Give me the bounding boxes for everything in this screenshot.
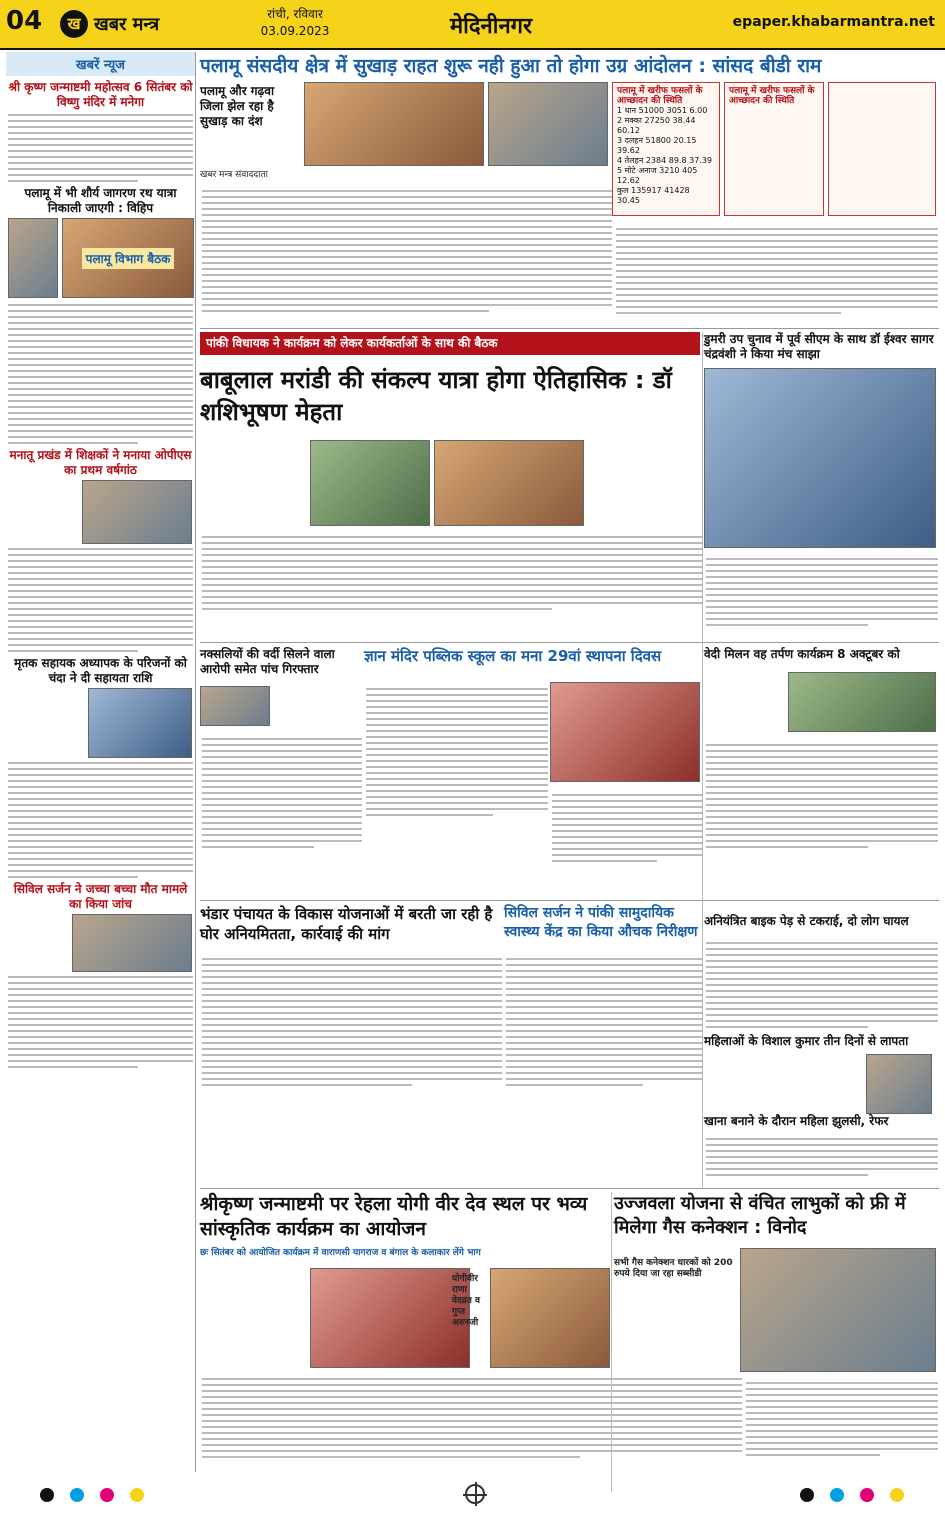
story-body <box>8 114 193 182</box>
story-photo-block <box>8 218 193 300</box>
place: रांची, रविवार <box>267 7 323 21</box>
story-body <box>202 954 502 1090</box>
color-dot <box>860 1488 874 1502</box>
story-headline[interactable]: मनातू प्रखंड में शिक्षकों ने मनाया ओपीएस का प्रथम वर्षगांठ <box>9 448 192 477</box>
top-photo <box>304 82 484 166</box>
top-headline[interactable]: पलामू संसदीय क्षेत्र में सुखाड़ राहत शुरू नही हुआ तो होगा उग्र आंदोलन : सांसद बीडी राम <box>200 55 822 77</box>
missing-photo <box>866 1054 932 1114</box>
meeting-banner-photo <box>62 218 194 298</box>
story-photo <box>72 914 192 972</box>
story-body <box>706 938 938 1032</box>
crop-table-1 <box>612 82 720 216</box>
byline: खबर मन्त्र संवाददाता <box>200 170 268 180</box>
story-body <box>366 684 548 820</box>
masthead-rule <box>0 48 945 50</box>
ujjwala-headline[interactable]: उज्जवला योजना से वंचित लाभुकों को फ्री में मिलेगा गैस कनेक्शन : विनोद <box>614 1193 906 1238</box>
story-body <box>706 1134 938 1180</box>
divider <box>200 328 939 329</box>
big-headline[interactable]: बाबूलाल मरांडी की संकल्प यात्रा होगा ऐतिहासिक : डॉ शशिभूषण मेहता <box>200 366 672 426</box>
story-body <box>8 548 193 652</box>
tarpan-photo <box>788 672 936 732</box>
page-number: 04 <box>6 6 43 36</box>
janmashtami-headline[interactable]: श्रीकृष्ण जन्माष्टमी पर रेहला योगी वीर देव स्थल पर भव्य सांस्कृतिक कार्यक्रम का आयोजन <box>200 1193 588 1240</box>
table-row: 4 तेलहन 2384 89.8 37.39 <box>617 156 713 165</box>
divider <box>200 900 939 901</box>
story-body <box>8 304 193 444</box>
color-dot <box>70 1488 84 1502</box>
gas-note: सभी गैस कनेक्शन धारकों को 200 रुपये दिया जा रहा सब्सीडी <box>614 1258 733 1279</box>
artist-photo <box>490 1268 610 1368</box>
story-body <box>706 554 938 630</box>
temple-photo <box>310 1268 470 1368</box>
story-body <box>706 740 938 852</box>
story-headline[interactable]: श्री कृष्ण जन्माष्टमी महोत्सव 6 सितंबर को विष्णु मंदिर में मनेगा <box>8 80 193 109</box>
sub-headline: पलामू और गढ़वा जिला झेल रहा है सुखाड़ का दंश <box>200 84 275 128</box>
table-row: 3 दलहन 51800 20.15 39.62 <box>617 136 697 155</box>
rally-photo <box>310 440 430 526</box>
story-photo <box>82 480 192 544</box>
table-row: 5 मोटे अनाज 3210 405 12.62 <box>617 166 698 185</box>
brand-logo-icon: ख <box>60 10 88 38</box>
rally-photo-2 <box>434 440 584 526</box>
story-headline[interactable]: पलामू में भी शौर्य जागरण रथ यात्रा निकाली जाएगी : विहिप <box>24 186 177 215</box>
school-headline[interactable]: ज्ञान मंदिर पब्लिक स्कूल का मना 29वां स्थापना दिवस <box>364 647 662 665</box>
color-dot <box>130 1488 144 1502</box>
stage-photo <box>704 368 936 548</box>
mahila-headline[interactable]: महिलाओं के विशाल कुमार तीन दिनों से लापता <box>704 1034 909 1048</box>
story-body <box>8 976 193 1068</box>
color-dot <box>100 1488 114 1502</box>
table-title: पलामू में खरीफ फसलों के आच्छादन की स्थिति <box>729 86 815 106</box>
naxal-headline[interactable]: नक्सलियों की वर्दी सिलने वाला आरोपी समेत पांच गिरफ्तार <box>200 647 335 676</box>
table-row: 1 धान 51000 3051 6.00 <box>617 106 708 115</box>
portrait-photo <box>740 1248 936 1372</box>
khana-headline[interactable]: खाना बनाने के दौरान महिला झुलसी, रेफर <box>704 1114 889 1128</box>
divider <box>611 1192 612 1492</box>
divider <box>200 1188 939 1189</box>
color-dot <box>40 1488 54 1502</box>
story-body <box>8 762 193 878</box>
brand-name: खबर मन्त्र <box>94 14 160 35</box>
story-headline[interactable]: मृतक सहायक अध्यापक के परिजनों को चंदा ने दी सहायता राशि <box>14 656 187 685</box>
tarpan-headline[interactable]: वेदी मिलन वह तर्पण कार्यक्रम 8 अक्टूबर को <box>704 647 900 661</box>
story-body <box>202 734 362 852</box>
bike-headline[interactable]: अनियंत्रित बाइक पेड़ से टकराई, दो लोग घायल <box>704 914 909 928</box>
masthead <box>0 0 945 48</box>
story-photo <box>8 218 58 298</box>
story-body <box>202 1374 742 1462</box>
story-body <box>202 532 702 614</box>
dumri-headline[interactable]: डुमरी उप चुनाव में पूर्व सीएम के साथ डॉ ईश्वर सागर चंद्रवंशी ने किया मंच साझा <box>704 332 934 361</box>
story-body <box>506 954 702 1090</box>
story-headline[interactable]: सिविल सर्जन ने जच्चा बच्चा मौत मामले का किया जांच <box>13 882 188 911</box>
color-dot <box>890 1488 904 1502</box>
crop-table-2 <box>724 82 824 216</box>
color-dot <box>830 1488 844 1502</box>
section-label: खबरें न्यूज <box>6 52 195 76</box>
civil-headline[interactable]: सिविल सर्जन ने पांकी सामुदायिक स्वास्थ्य केंद्र का किया औचक निरीक्षण <box>504 905 698 940</box>
story-body <box>746 1378 938 1460</box>
crop-table-3 <box>828 82 936 216</box>
story-body <box>552 790 702 866</box>
city-title: मेदिनीनगर <box>450 14 533 39</box>
janmashtami-sub: छः सितंबर को आयोजित कार्यक्रम में वाराणसी यागराज व बंगाल के कलाकार लेंगे भाग <box>200 1248 481 1258</box>
banner-text: पलामू विभाग बैठक <box>82 248 175 269</box>
accused-photo <box>200 686 270 726</box>
story-body <box>202 186 612 316</box>
story-photo <box>88 688 192 758</box>
meeting-headline[interactable]: पांकी विधायक ने कार्यक्रम को लेकर कार्यकर्ताओं के साथ की बैठक <box>200 332 700 355</box>
photo-caption: योगीवीर राणा वेदव्रत व गुप्त अरुनजी <box>452 1274 481 1328</box>
divider <box>200 642 939 643</box>
dateline <box>250 6 340 40</box>
left-column <box>6 52 196 1472</box>
color-dot <box>800 1488 814 1502</box>
top-photo-2 <box>488 82 608 166</box>
story-body <box>616 224 938 318</box>
table-row: कुल 135917 41428 30.45 <box>617 186 690 205</box>
bhandar-headline[interactable]: भंडार पंचायत के विकास योजनाओं में बरती जा रही है घोर अनियमितता, कार्रवाई की मांग <box>200 905 493 943</box>
crosshair-icon <box>465 1484 485 1504</box>
table-row: 2 मक्का 27250 38.44 60.12 <box>617 116 696 135</box>
epaper-url[interactable]: epaper.khabarmantra.net <box>732 14 935 30</box>
date: 03.09.2023 <box>260 24 330 38</box>
table-title: पलामू में खरीफ फसलों के आच्छादन की स्थिति <box>617 86 703 106</box>
divider <box>702 332 703 1188</box>
school-photo <box>550 682 700 782</box>
